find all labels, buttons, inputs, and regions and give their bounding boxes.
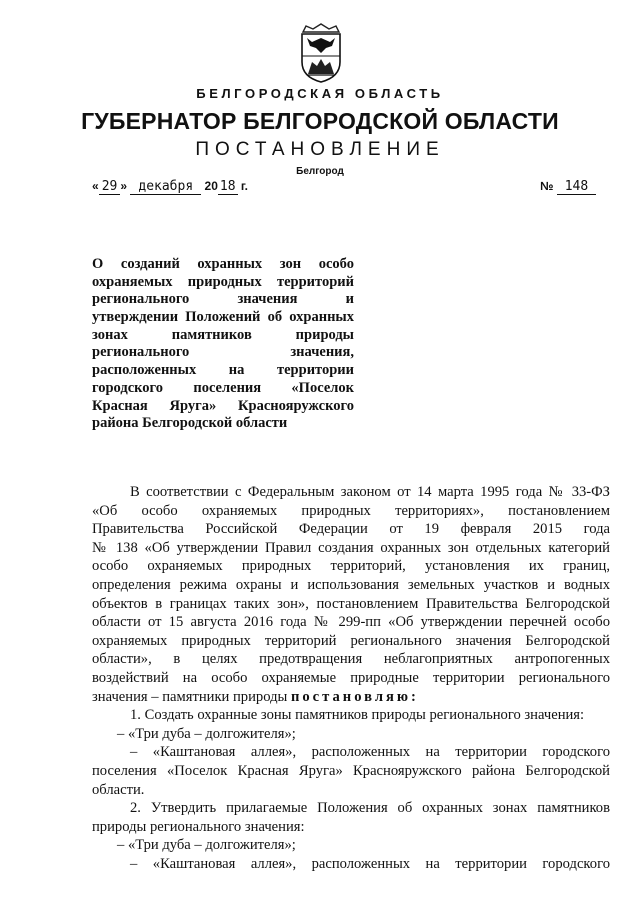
document-body <box>92 483 610 873</box>
title-line: О созданий охранных зон особо <box>92 256 354 272</box>
year-suffix: 18 <box>219 179 236 194</box>
body-line: особо охраняемых природных территорий, установления их границ, <box>92 558 610 575</box>
city-name: Белгород <box>296 166 344 177</box>
coat-of-arms-emblem <box>298 22 344 84</box>
body-line: определения режима охраны и использования земельных участков и водных <box>92 576 610 593</box>
number-label: № <box>540 179 554 193</box>
title-line: района Белгородской области <box>92 415 288 432</box>
title-line: Красная Яруга» Краснояружского <box>92 397 354 414</box>
title-line: регионального значения, <box>92 344 354 361</box>
document-type: ПОСТАНОВЛЕНИЕ <box>195 139 445 160</box>
body-line: Правительства Российской Федерации от 19 февраля 2015 года <box>92 521 610 538</box>
quote-close: » <box>120 179 128 193</box>
body-line: области. <box>92 781 145 798</box>
governor-heading: ГУБЕРНАТОР БЕЛГОРОДСКОЙ ОБЛАСТИ <box>81 108 559 134</box>
body-line: «Об особо охраняемых природных территориях», постановлением <box>92 502 610 519</box>
body-line: охраняемых природных территорий регионального значения Белгородской <box>92 632 610 649</box>
year-unit: г. <box>240 179 249 193</box>
body-line-text: значения – памятники природы <box>92 688 288 705</box>
body-line: воздействий на особо охраняемые природные территории регионального <box>92 669 610 686</box>
title-line: расположенных на территории <box>92 362 354 379</box>
quote-open: « <box>92 179 99 193</box>
document-number <box>540 179 596 195</box>
resolve-word: постановляю: <box>290 688 419 705</box>
body-line: 1. Создать охранные зоны памятников природы регионального значения: <box>130 707 585 724</box>
body-line-resolution <box>92 688 610 707</box>
title-line: утверждении Положений об охранных <box>92 309 354 326</box>
list-item: – «Три дуба – долгожителя»; <box>117 837 296 854</box>
date-month: декабря <box>130 180 201 195</box>
list-item: – «Три дуба – долгожителя»; <box>117 725 296 742</box>
body-line: объектов в границах таких зон», постановлением Правительства Белгородской <box>92 595 610 612</box>
title-line: городского поселения «Поселок <box>92 379 354 396</box>
body-line: № 138 «Об утверждении Правил создания охранных зон отдельных категорий <box>92 539 610 556</box>
title-line: охраняемых природных территорий <box>92 273 354 290</box>
year-prefix: 20 <box>204 179 218 193</box>
title-line: регионального значения и <box>92 291 354 308</box>
number-value: 148 <box>557 180 596 195</box>
list-item: – «Каштановая аллея», расположенных на территории городского <box>130 855 610 872</box>
body-line: поселения «Поселок Красная Яруга» Краснояружского района Белгородской <box>92 762 610 779</box>
body-line: области», в целях предотвращения неблагоприятных антропогенных <box>92 651 610 668</box>
body-line: области от 15 августа 2016 года № 299-пп «Об утверждении перечней особо <box>92 614 610 631</box>
title-line: зонах памятников природы <box>92 326 354 343</box>
region-name: БЕЛГОРОДСКАЯ ОБЛАСТЬ <box>196 86 444 101</box>
list-item: – «Каштановая аллея», расположенных на территории городского <box>130 744 610 761</box>
body-line: 2. Утвердить прилагаемые Положения об охранных зонах памятников <box>130 800 610 817</box>
date-line <box>92 179 248 195</box>
date-day: 29 <box>99 180 121 195</box>
document-title <box>92 256 354 433</box>
body-line: В соответствии с Федеральным законом от 14 марта 1995 года № 33-ФЗ <box>130 484 610 500</box>
body-line: природы регионального значения: <box>92 818 305 835</box>
